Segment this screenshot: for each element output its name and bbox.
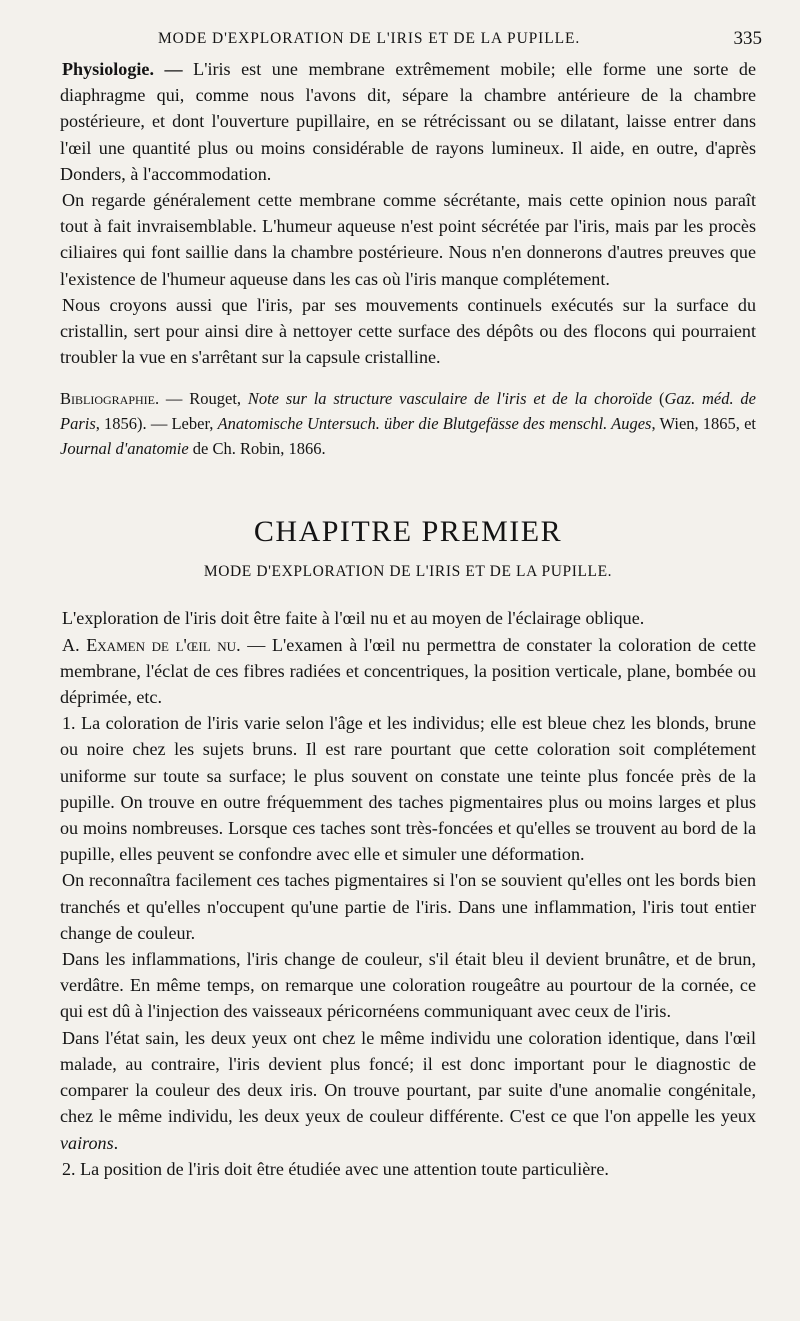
examen-label: A. Examen de l'œil nu. xyxy=(62,634,241,655)
bibliography-title-rouget: Note sur la structure vasculaire de l'iris et de la choroïde xyxy=(247,389,653,409)
vairons-term: vairons xyxy=(60,1132,114,1153)
physiology-text: L'iris est une membrane extrêmement mobile; elle forme une sorte de diaphragme qui, comme nous l'avons dit, sépare la chambre antérieure de la chambre postérieure, et dont l'ouverture pupillaire, en se rétrécissant ou se dilatant, laisse entrer dans l'œil une quantité plus ou moins considérable de rayons lumineux. Il aide, en outre, d'après Donders, à l'accommodation. xyxy=(60,59,756,184)
page-number: 335 xyxy=(733,28,762,49)
bibliography-text-1: — Rouget, xyxy=(159,389,248,409)
bibliography-journal-robin: Journal d'anatomie xyxy=(60,439,189,459)
cleaning-paragraph: Nous croyons aussi que l'iris, par ses mouvements continuels exécutés sur la surface du cristallin, sert pour ainsi dire à nettoyer cette surface des dépôts ou des flocons qui pourraient troubler la vue en s'arrêtant sur la capsule cristalline. xyxy=(60,294,756,368)
position-paragraph: 2. La position de l'iris doit être étudiée avec une attention toute particulière. xyxy=(62,1158,609,1179)
examen-paragraph xyxy=(60,632,756,711)
chapter-title: CHAPITRE PREMIER xyxy=(253,515,563,549)
intro-paragraph: L'exploration de l'iris doit être faite à l'œil nu et au moyen de l'éclairage oblique. xyxy=(62,608,645,629)
physiology-paragraph xyxy=(60,56,756,187)
secretion-paragraph: On regarde généralement cette membrane comme sécrétante, mais cette opinion nous paraît tout à fait invraisemblable. L'humeur aqueuse n'est point sécrétée par l'iris, mais par les procès ciliaires qui font saillie dans la chambre postérieure. Nous n'en donnerons d'autres preuves que l'existence de l'humeur aqueuse dans les cas où l'iris manque complétement. xyxy=(60,190,756,289)
running-head xyxy=(60,22,762,52)
bibliography-text-5: de Ch. Robin, 1866. xyxy=(188,439,326,459)
examen-text: — L'examen à l'œil nu permettra de constater la coloration de cette membrane, l'éclat de ces fibres radiées et concentriques, la position verticale, plane, bombée ou déprimée, etc. xyxy=(60,634,756,708)
bibliography xyxy=(60,386,756,461)
physiology-lead: Physiologie. — xyxy=(62,59,183,79)
inflammation-paragraph: Dans les inflammations, l'iris change de couleur, s'il était bleu il devient brunâtre, et de brun, verdâtre. En même temps, on remarque une coloration rougeâtre au pourtour de la cornée, ce qui est dû à l'injection des vaisseaux péricornéens communiquant avec ceux de l'iris. xyxy=(60,949,756,1022)
bibliography-label: Bibliographie. xyxy=(60,389,160,409)
etat-sain-text: Dans l'état sain, les deux yeux ont chez le même individu une coloration identique, dans l'œil malade, au contraire, l'iris devient plus foncé; il est donc important pour le diagnostic de comparer la couleur des deux iris. On trouve pourtant, par suite d'une anomalie congénitale, chez le même individu, les deux yeux de couleur différente. C'est ce que l'on appelle les yeux xyxy=(60,1027,756,1127)
bibliography-text-3: , 1856). — Leber, xyxy=(95,414,218,434)
section-title: MODE D'EXPLORATION DE L'IRIS ET DE LA PUPILLE. xyxy=(203,563,613,581)
bibliography-text-2: ( xyxy=(652,389,665,409)
bibliography-journal-gaz: Gaz. méd. de Paris xyxy=(60,389,757,434)
bibliography-text-4: , Wien, 1865, et xyxy=(651,414,756,434)
book-page xyxy=(60,22,762,1182)
etat-sain-end: . xyxy=(113,1132,119,1153)
taches-paragraph: On reconnaîtra facilement ces taches pigmentaires si l'on se souvient qu'elles ont les bords bien tranchés et qu'elles n'occupent qu'une partie de l'iris. Dans une inflammation, l'iris tout entier change de couleur. xyxy=(60,870,756,943)
coloration-paragraph: 1. La coloration de l'iris varie selon l'âge et les individus; elle est bleue chez les blonds, brune ou noire chez les sujets bruns. Il est rare pourtant que cette coloration soit complétement uniforme sur toute sa surface; le plus souvent on constate une teinte plus foncée près de la pupille. On trouve en outre fréquemment des taches pigmentaires plus ou moins larges et plus ou moins nombreuses. Lorsque ces taches sont très-foncées et qu'elles se trouvent au bord de la pupille, elles peuvent se confondre avec elle et simuler une déformation. xyxy=(60,713,756,865)
running-head-title: MODE D'EXPLORATION DE L'IRIS ET DE LA PUPILLE. xyxy=(158,30,581,47)
bibliography-title-leber: Anatomische Untersuch. über die Blutgefässe des menschl. Auges xyxy=(217,414,652,434)
etat-sain-paragraph xyxy=(60,1025,756,1156)
